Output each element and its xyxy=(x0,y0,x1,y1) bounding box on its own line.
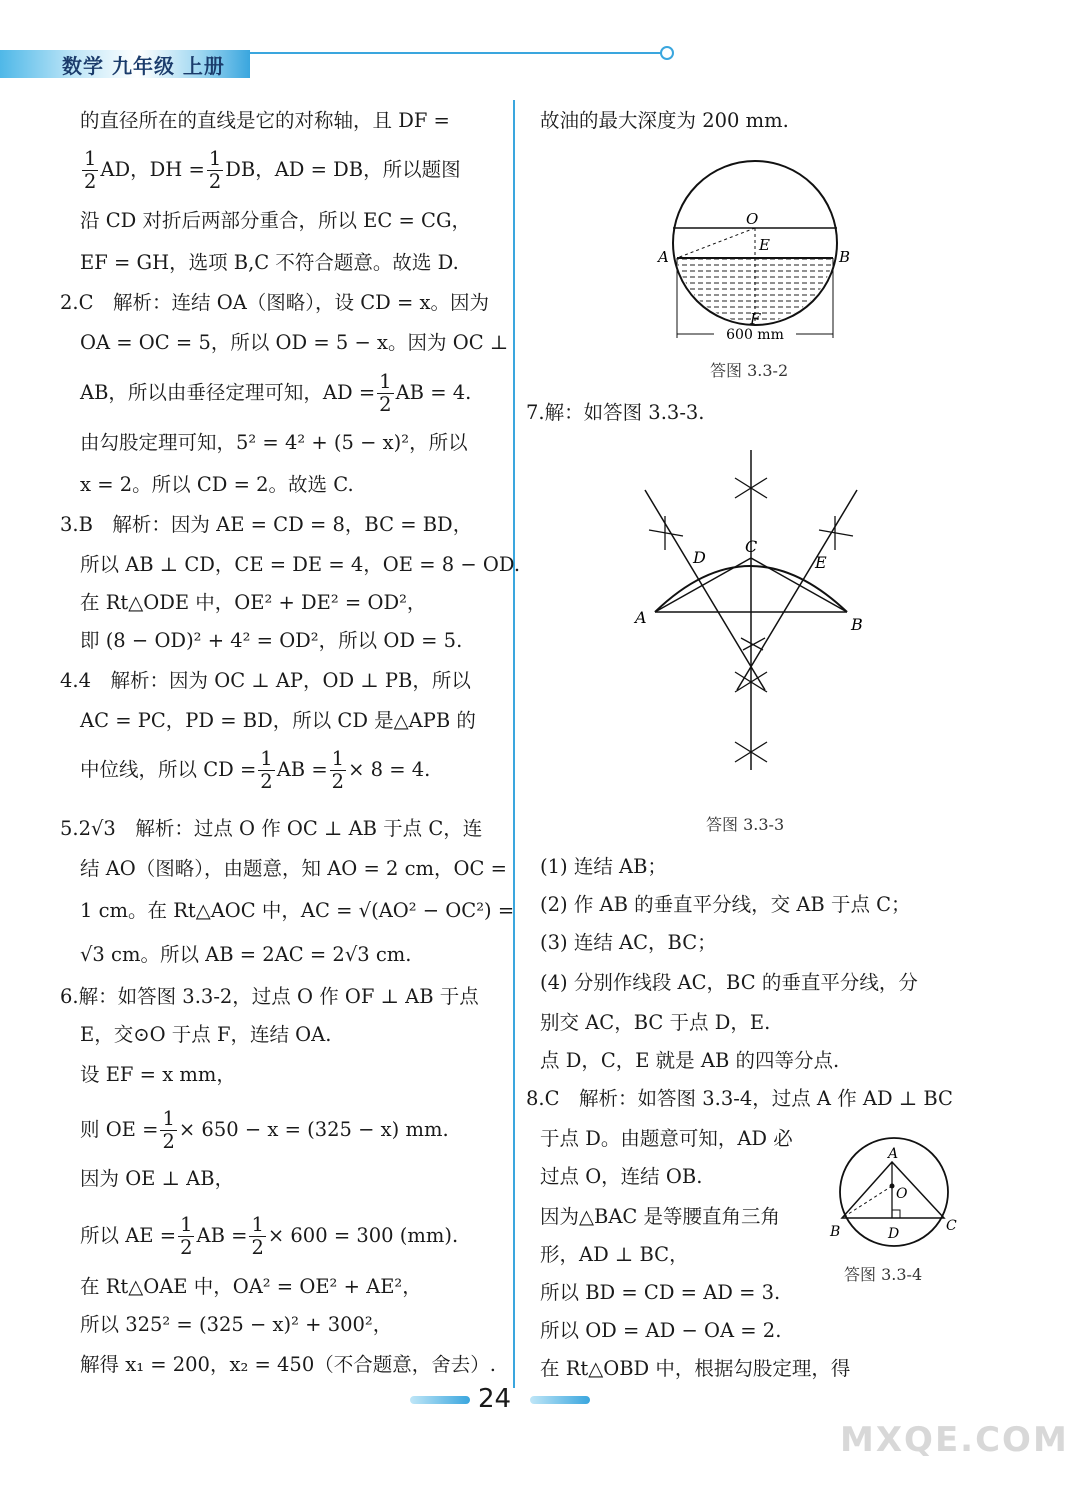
center-dot xyxy=(890,1184,895,1189)
text-line: 所以 BD = CD = AD = 3. xyxy=(540,1281,781,1304)
text-line: 1 cm。在 Rt△AOC 中，AC = √(AO² − OC²) = xyxy=(80,899,515,922)
text-line: 3.B 解析：因为 AE = CD = 8，BC = BD， xyxy=(60,513,473,536)
label-o: O xyxy=(896,1186,908,1202)
text-line: 结 AO（图略），由题意，知 AO = 2 cm，OC = xyxy=(80,857,507,880)
label-e: E xyxy=(759,236,770,254)
text-line: 别交 AC，BC 于点 D，E. xyxy=(540,1011,771,1034)
text-line: 所以 325² = (325 − x)² + 300²， xyxy=(80,1313,393,1336)
right-angle-mark xyxy=(892,1210,900,1218)
text-line: EF = GH，选项 B,C 不符合题意。故选 D. xyxy=(80,251,459,274)
text-line: 于点 D。由题意可知，AD 必 xyxy=(540,1127,793,1150)
text-line: 形，AD ⊥ BC， xyxy=(540,1243,689,1266)
text-line: 由勾股定理可知，5² = 4² + (5 − x)²，所以 xyxy=(80,431,468,454)
fraction: $\frac{1}{2}$ xyxy=(379,370,392,416)
width-label: 600 mm xyxy=(726,327,784,343)
text-line: 7.解：如答图 3.3-3. xyxy=(526,401,705,424)
text-line: 5.2√3 解析：过点 O 作 OC ⊥ AB 于点 C，连 xyxy=(60,817,483,840)
footer-deco-left xyxy=(410,1396,470,1404)
label-b: B xyxy=(830,1224,841,1240)
text-line: √3 cm。所以 AB = 2AC = 2√3 cm. xyxy=(80,943,412,966)
column-divider xyxy=(513,100,515,1388)
fraction: $\frac{1}{2}$ xyxy=(251,1213,264,1259)
text-line: 所以 AE = $\frac{1}{2}$ AB = $\frac{1}{2}$ × 600 = 300 (mm). xyxy=(80,1213,459,1259)
text-line: 故油的最大深度为 200 mm. xyxy=(540,109,789,132)
label-c: C xyxy=(946,1218,957,1234)
text-line: 所以 AB ⊥ CD，CE = DE = 4，OE = 8 − OD. xyxy=(80,553,521,576)
text-line: (2) 作 AB 的垂直平分线，交 AB 于点 C； xyxy=(540,893,911,916)
text-line: x = 2。所以 CD = 2。故选 C. xyxy=(80,473,354,496)
caption: 答图 3.3-2 xyxy=(710,361,789,380)
text-line: AB，所以由垂径定理可知，AD = $\frac{1}{2}$ AB = 4. xyxy=(80,370,472,416)
caption: 答图 3.3-3 xyxy=(706,815,785,834)
label-a: A xyxy=(635,608,647,627)
watermark: MXQE.COM xyxy=(840,1420,1069,1460)
footer-deco-right xyxy=(530,1396,590,1404)
text-line: 8.C 解析：如答图 3.3-4，过点 A 作 AD ⊥ BC xyxy=(526,1087,953,1110)
fraction: $\frac{1}{2}$ xyxy=(331,747,345,793)
text-line: 在 Rt△ODE 中，OE² + DE² = OD²， xyxy=(80,591,427,614)
book-title: 数学 九年级 上册 xyxy=(62,54,225,78)
chord-bc xyxy=(751,558,847,612)
figure-3-3-2 xyxy=(650,148,860,348)
text-line: 设 EF = x mm， xyxy=(80,1063,236,1086)
radius-oa xyxy=(677,228,755,258)
bisector-bc xyxy=(737,490,857,690)
text-line: 则 OE = $\frac{1}{2}$ × 650 − x = (325 − x) mm. xyxy=(80,1107,449,1153)
bisector-ac xyxy=(645,490,765,690)
label-a: A xyxy=(658,248,669,266)
text-line: OA = OC = 5，所以 OD = 5 − x。因为 OC ⊥ xyxy=(80,331,509,354)
label-b: B xyxy=(839,248,851,266)
label-e: E xyxy=(815,553,827,572)
label-a: A xyxy=(888,1146,899,1162)
header-rule xyxy=(250,52,662,54)
text-line: 点 D，C，E 就是 AB 的四等分点. xyxy=(540,1049,840,1072)
text-line: (3) 连结 AC，BC； xyxy=(540,931,717,954)
text-line: 2.C 解析：连结 OA（图略），设 CD = x。因为 xyxy=(60,291,490,314)
fraction: $\frac{1}{2}$ xyxy=(84,147,97,193)
text-line: 4.4 解析：因为 OC ⊥ AP，OD ⊥ PB，所以 xyxy=(60,669,471,692)
fraction: $\frac{1}{2}$ xyxy=(208,147,222,193)
label-c: C xyxy=(745,537,758,556)
page-footer xyxy=(0,1384,1000,1424)
text-line: 因为△BAC 是等腰直角三角 xyxy=(540,1205,781,1228)
label-d: D xyxy=(888,1226,900,1242)
header-dot xyxy=(660,46,674,60)
text-line: (4) 分别作线段 AC，BC 的垂直平分线，分 xyxy=(540,971,918,994)
text-line: 因为 OE ⊥ AB， xyxy=(80,1167,235,1190)
text-line: 中位线，所以 CD = $\frac{1}{2}$ AB = $\frac{1}{2}$ × 8 = 4. xyxy=(80,747,431,793)
text-line: 沿 CD 对折后两部分重合，所以 EC = CG， xyxy=(80,209,472,232)
text-line: E，交⊙O 于点 F，连结 OA. xyxy=(80,1023,332,1046)
page-header xyxy=(0,40,1000,82)
page-number: 24 xyxy=(478,1384,512,1414)
fraction: $\frac{1}{2}$ xyxy=(260,747,273,793)
fraction: $\frac{1}{2}$ xyxy=(180,1213,193,1259)
text-line: 在 Rt△OBD 中，根据勾股定理，得 xyxy=(540,1357,851,1380)
label-f: F xyxy=(750,310,761,328)
text-line: 即 (8 − OD)² + 4² = OD²，所以 OD = 5. xyxy=(80,629,463,652)
text-line: 解得 x₁ = 200，x₂ = 450（不合题意，舍去）. xyxy=(80,1353,496,1376)
text-line: AC = PC，PD = BD，所以 CD 是△APB 的 xyxy=(80,709,476,732)
text-line: 在 Rt△OAE 中，OA² = OE² + AE²， xyxy=(80,1275,422,1298)
text-line: 所以 OD = AD − OA = 2. xyxy=(540,1319,782,1342)
text-line: 的直径所在的直线是它的对称轴，且 DF = xyxy=(80,109,450,132)
figure-3-3-3 xyxy=(625,440,875,810)
text-line: 6.解：如答图 3.3-2，过点 O 作 OF ⊥ AB 于点 xyxy=(60,985,479,1008)
label-d: D xyxy=(693,548,706,567)
text-line: (1) 连结 AB； xyxy=(540,855,667,878)
caption: 答图 3.3-4 xyxy=(844,1265,923,1284)
text-line: 过点 O，连结 OB. xyxy=(540,1165,703,1188)
fraction: $\frac{1}{2}$ xyxy=(162,1107,175,1153)
text-line: $\frac{1}{2}$ AD，DH = $\frac{1}{2}$ DB，AD = DB，所以题图 xyxy=(84,147,461,193)
figure-3-3-4 xyxy=(826,1132,966,1252)
label-b: B xyxy=(851,615,863,634)
label-o: O xyxy=(746,210,759,228)
